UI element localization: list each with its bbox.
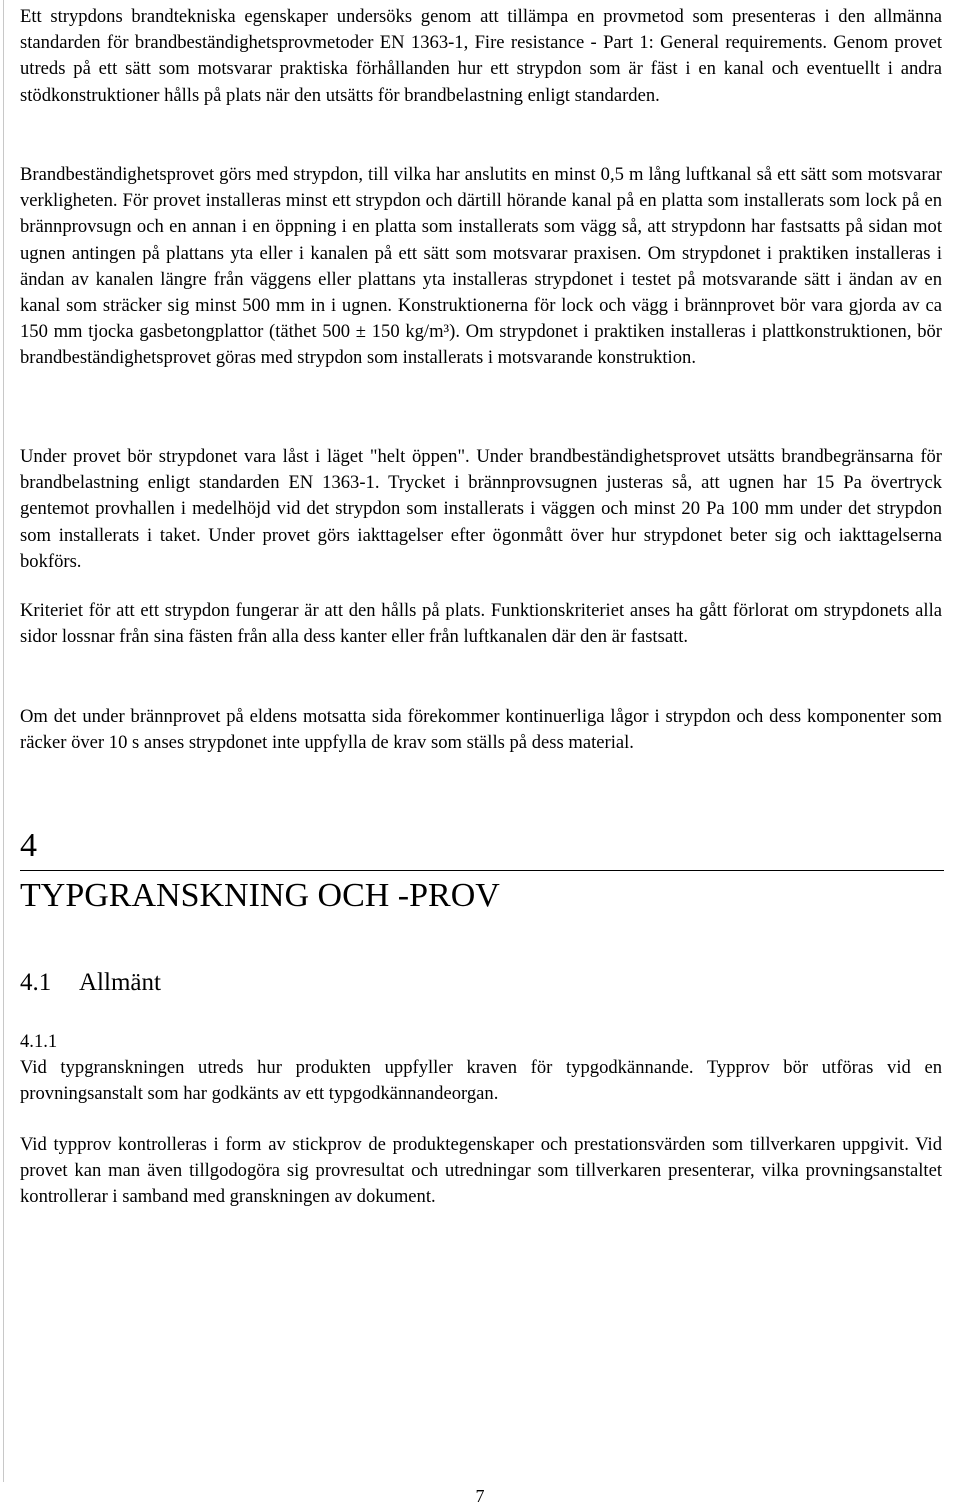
paragraph-type-inspection: Vid typgranskningen utreds hur produkten uppfyller kraven för typgodkännande. Typprov bör utföras vid en provningsanstalt som har godkänts av ett typgodkännandeorgan. — [20, 1057, 942, 1105]
paragraph-type-testing: Vid typprov kontrolleras i form av stickprov de produktegenskaper och prestationsvärden som tillverkaren uppgivit. Vid provet kan man även tillgodogöra sig provresultat och utredningar som tillverkaren presenterar, vilka provningsanstaltet kontrollerar i samband med granskningen av dokument. — [20, 1134, 942, 1208]
chapter-rule — [20, 870, 944, 871]
paragraph-test-conditions: Under provet bör strypdonet vara låst i läget "helt öppen". Under brandbeständighetsprovet utsätts brandbegränsarna för brandbelastning enligt standarden EN 1363-1. Trycket i brännprovsugnen justeras så, att ugnen har 15 Pa övertryck gentemot provhallen i medelhöjd vid det strypdon som installerats i väggen och minst 20 Pa 100 mm under det strypdon som installerats i taket. Under provet görs iakttagelser efter ögonmått över hur strypdonet beter sig och iakttagelserna bokförs. — [20, 446, 942, 572]
paragraph-criterion: Kriteriet för att ett strypdon fungerar är att den hålls på plats. Funktionskriteriet anses ha gått förlorat om strypdonets alla sidor lossnar från sina fästen från alla dess kanter eller från luftkanalen där den är fastsatt. — [20, 600, 942, 648]
page-number: 7 — [475, 1486, 485, 1506]
paragraph-test-method: Ett strypdons brandtekniska egenskaper undersöks genom att tillämpa en provmetod som presenteras i den allmänna standarden för brandbeständighetsprovmetoder EN 1363-1, Fire resistance - Part 1: General requirements. Genom provet utreds på ett sätt som motsvarar praktiska förhållanden hur ett strypdon som är fäst i en kanal och eventuellt i andra stödkonstruktioner hålls på plats när den utsätts för brandbelastning enligt standarden. — [20, 6, 942, 106]
paragraph-fire-resistance-test: Brandbeständighetsprovet görs med strypdon, till vilka har anslutits en minst 0,5 m lång luftkanal så ett sätt som motsvarar verkligheten. För provet installeras minst ett strypdon och därtill hörande kanal på en platta som installerats som lock på en brännprovsugn och en annan i en öppning i en platta som installerats som vägg så, att strypdonn har fastsatts på sidan mot ugnen antingen på plattans yta eller i kanalen på ett sätt som motsvarar praxisen. Om strypdonet i praktiken installeras i ändan av kanalen längre från väggens eller plattans yta installeras strypdonet i testet på motsvarande sätt i ändan av en kanal som sträcker sig minst 500 mm in i ugnen. Konstruktionerna för lock och vägg i brännprovet bör vara gjorda av ca 150 mm tjocka gasbetongplattor (täthet 500 ± 150 kg/m³). Om strypdonet i praktiken installeras i plattkonstruktionen, bör brandbeständighetsprovet göras med strypdon som installerats i motsvarande konstruktion. — [20, 164, 942, 369]
subsection-number: 4.1.1 — [20, 1031, 58, 1052]
section-heading — [20, 966, 161, 1000]
section-title: Allmänt — [79, 969, 161, 996]
chapter-title: TYPGRANSKNING OCH -PROV — [20, 877, 500, 914]
section-number: 4.1 — [20, 969, 52, 996]
page-left-border — [3, 0, 4, 1482]
paragraph-flames: Om det under brännprovet på eldens motsatta sida förekommer kontinuerliga lågor i strypdon och dess komponenter som räcker över 10 s anses strypdonet inte uppfylla de krav som ställs på dess material. — [20, 706, 942, 754]
chapter-number: 4 — [20, 827, 37, 864]
